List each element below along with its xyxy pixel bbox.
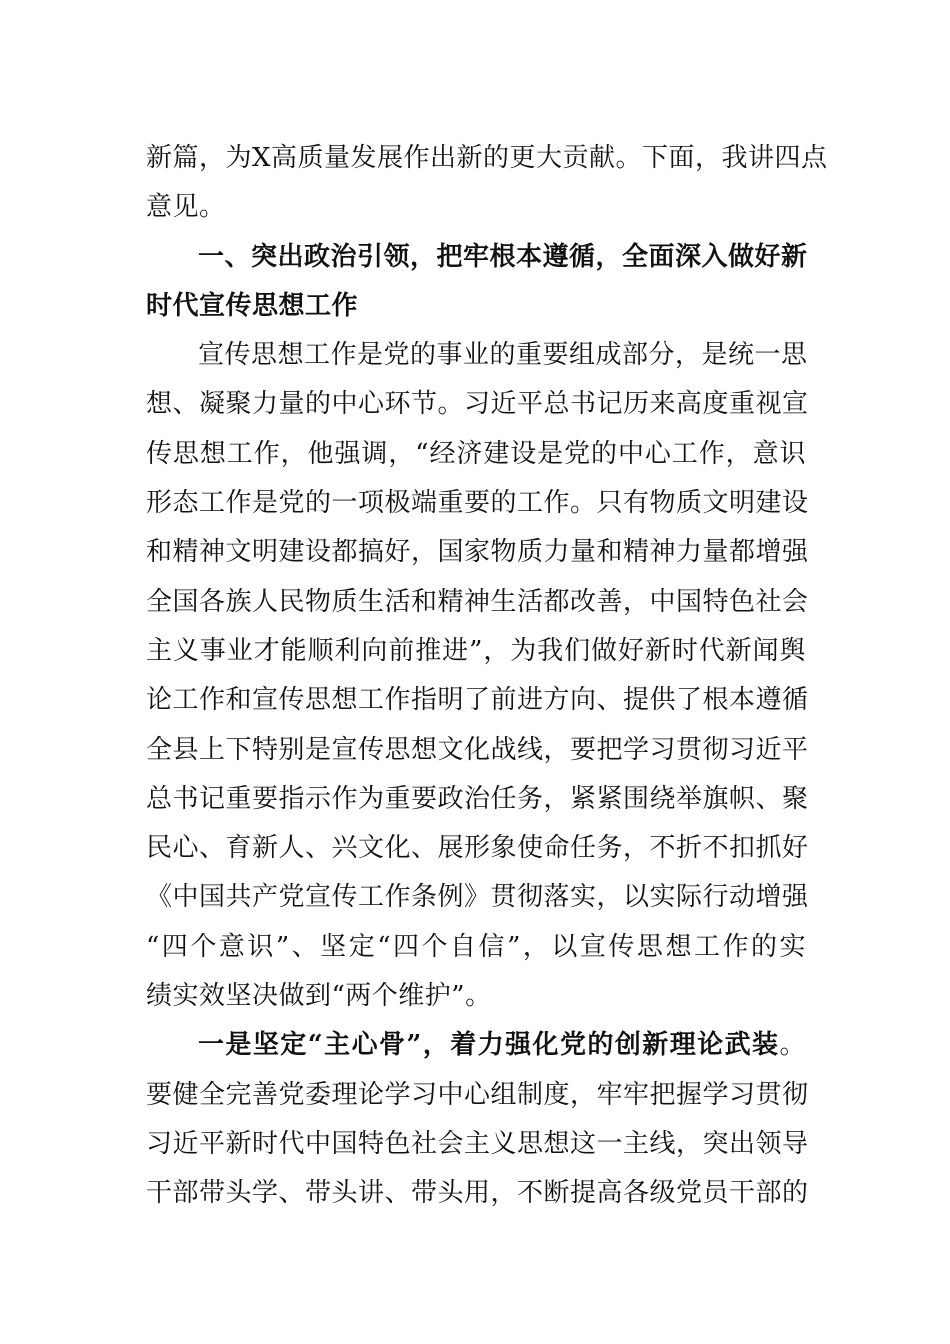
text-line: 全国各族人民物质生活和精神生活都改善，中国特色社会 (146, 586, 809, 617)
text-line: 宣传思想工作是党的事业的重要组成部分，是统一思 (198, 340, 808, 371)
text-line: 民心、育新人、兴文化、展形象使命任务，不折不扣抓好 (146, 833, 809, 864)
text-line: 传思想工作，他强调，“经济建设是党的中心工作，意识 (146, 438, 806, 469)
text-line: 干部带头学、带头讲、带头用，不断提高各级党员干部的 (146, 1178, 809, 1209)
paragraph-lead (146, 1021, 809, 1218)
paragraph-body (146, 331, 809, 1021)
document-body (146, 134, 828, 1219)
text-line: “四个意识”、坚定“四个自信”，以宣传思想工作的实 (146, 931, 806, 962)
text-line: 全县上下特别是宣传思想文化战线，要把学习贯彻习近平 (146, 734, 809, 765)
paragraph-intro-continuation (146, 134, 828, 233)
lead-line (146, 1021, 806, 1070)
text-line: 形态工作是党的一项极端重要的工作。只有物质文明建设 (146, 488, 809, 519)
heading-line: 时代宣传思想工作 (146, 290, 359, 321)
lead-punctuation: 。 (779, 1030, 806, 1061)
text-line: 绩实效坚决做到“两个维护”。 (146, 981, 492, 1012)
lead-sentence: 一是坚定“主心骨”，着力强化党的创新理论武装 (198, 1030, 780, 1061)
text-line: 《中国共产党宣传工作条例》贯彻落实，以实际行动增强 (146, 882, 809, 913)
text-line: 想、凝聚力量的中心环节。习近平总书记历来高度重视宣 (146, 389, 809, 420)
heading-line: 一、突出政治引领，把牢根本遵循，全面深入做好新 (198, 241, 808, 272)
text-line: 习近平新时代中国特色社会主义思想这一主线，突出领导 (146, 1128, 809, 1159)
text-line: 新篇，为X高质量发展作出新的更大贡献。下面，我讲四点 (146, 143, 828, 173)
text-line: 主义事业才能顺利向前推进”，为我们做好新时代新闻舆 (146, 635, 806, 666)
text-line: 要健全完善党委理论学习中心组制度，牢牢把握学习贯彻 (146, 1079, 809, 1110)
text-line: 和精神文明建设都搞好，国家物质力量和精神力量都增强 (146, 537, 809, 568)
text-line: 论工作和宣传思想工作指明了前进方向、提供了根本遵循 (146, 685, 809, 716)
text-line: 意见。 (146, 192, 226, 223)
section-heading (146, 233, 806, 332)
text-line: 总书记重要指示作为重要政治任务，紧紧围绕举旗帜、聚 (146, 783, 809, 814)
